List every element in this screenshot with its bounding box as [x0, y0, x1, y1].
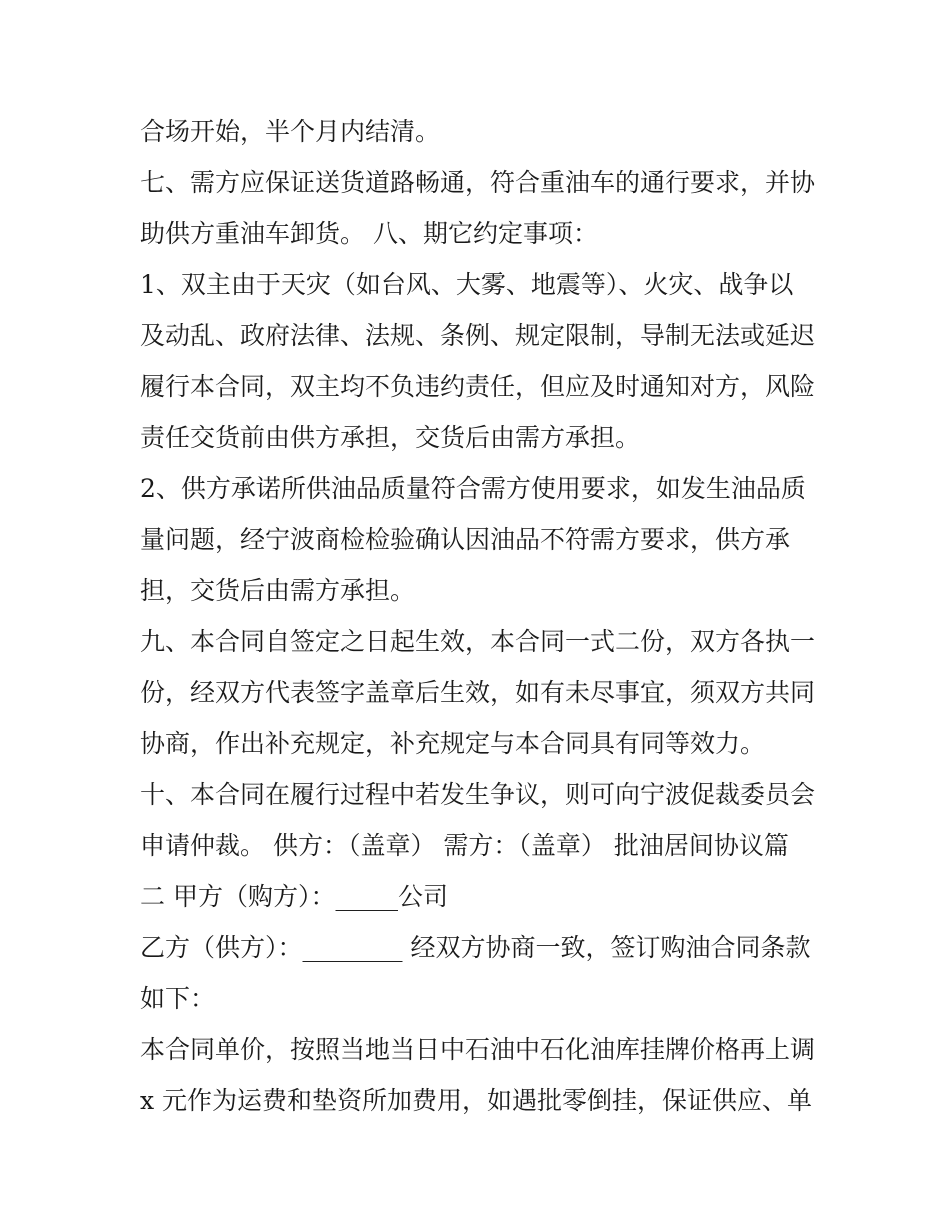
text-line: 乙方（供方）：________ 经双方协商一致，签订购油合同条款	[140, 933, 811, 962]
text-line: 申请仲裁。 供方：（盖章） 需方：（盖章） 批油居间协议篇	[140, 831, 789, 860]
text-line: 十、本合同在履行过程中若发生争议，则可向宁波促裁委员会	[140, 780, 816, 809]
text-line: 2、供方承诺所供油品质量符合需方使用要求，如发生油品质	[140, 474, 806, 503]
text-line: 助供方重油车卸货。 八、期它约定事项：	[140, 219, 598, 248]
text-line: 份，经双方代表签字盖章后生效，如有未尽事宜，须双方共同	[140, 678, 816, 707]
text-line: 及动乱、政府法律、法规、条例、规定限制，导制无法或延迟	[140, 321, 816, 350]
text-line: 1、双主由于天灾（如台风、大雾、地震等）、火灾、战争以	[140, 270, 794, 299]
text-line: 履行本合同，双主均不负违约责任，但应及时通知对方，风险	[140, 372, 816, 401]
text-line: x 元作为运费和垫资所加费用，如遇批零倒挂，保证供应、单	[140, 1086, 813, 1115]
text-line: 二 甲方（购方）：_____公司	[140, 882, 448, 911]
text-line: 量问题，经宁波商检检验确认因油品不符需方要求，供方承	[140, 525, 791, 554]
text-line: 如下：	[140, 984, 216, 1013]
text-line: 责任交货前由供方承担，交货后由需方承担。	[140, 423, 641, 452]
document-body	[140, 106, 830, 1126]
text-line: 本合同单价，按照当地当日中石油中石化油库挂牌价格再上调	[140, 1035, 816, 1064]
text-line: 担，交货后由需方承担。	[140, 576, 416, 605]
text-line: 合场开始，半个月内结清。	[140, 117, 441, 146]
text-line: 九、本合同自签定之日起生效，本合同一式二份，双方各执一	[140, 627, 816, 656]
text-line: 七、需方应保证送货道路畅通，符合重油车的通行要求，并协	[140, 168, 816, 197]
text-line: 协商，作出补充规定，补充规定与本合同具有同等效力。	[140, 729, 766, 758]
